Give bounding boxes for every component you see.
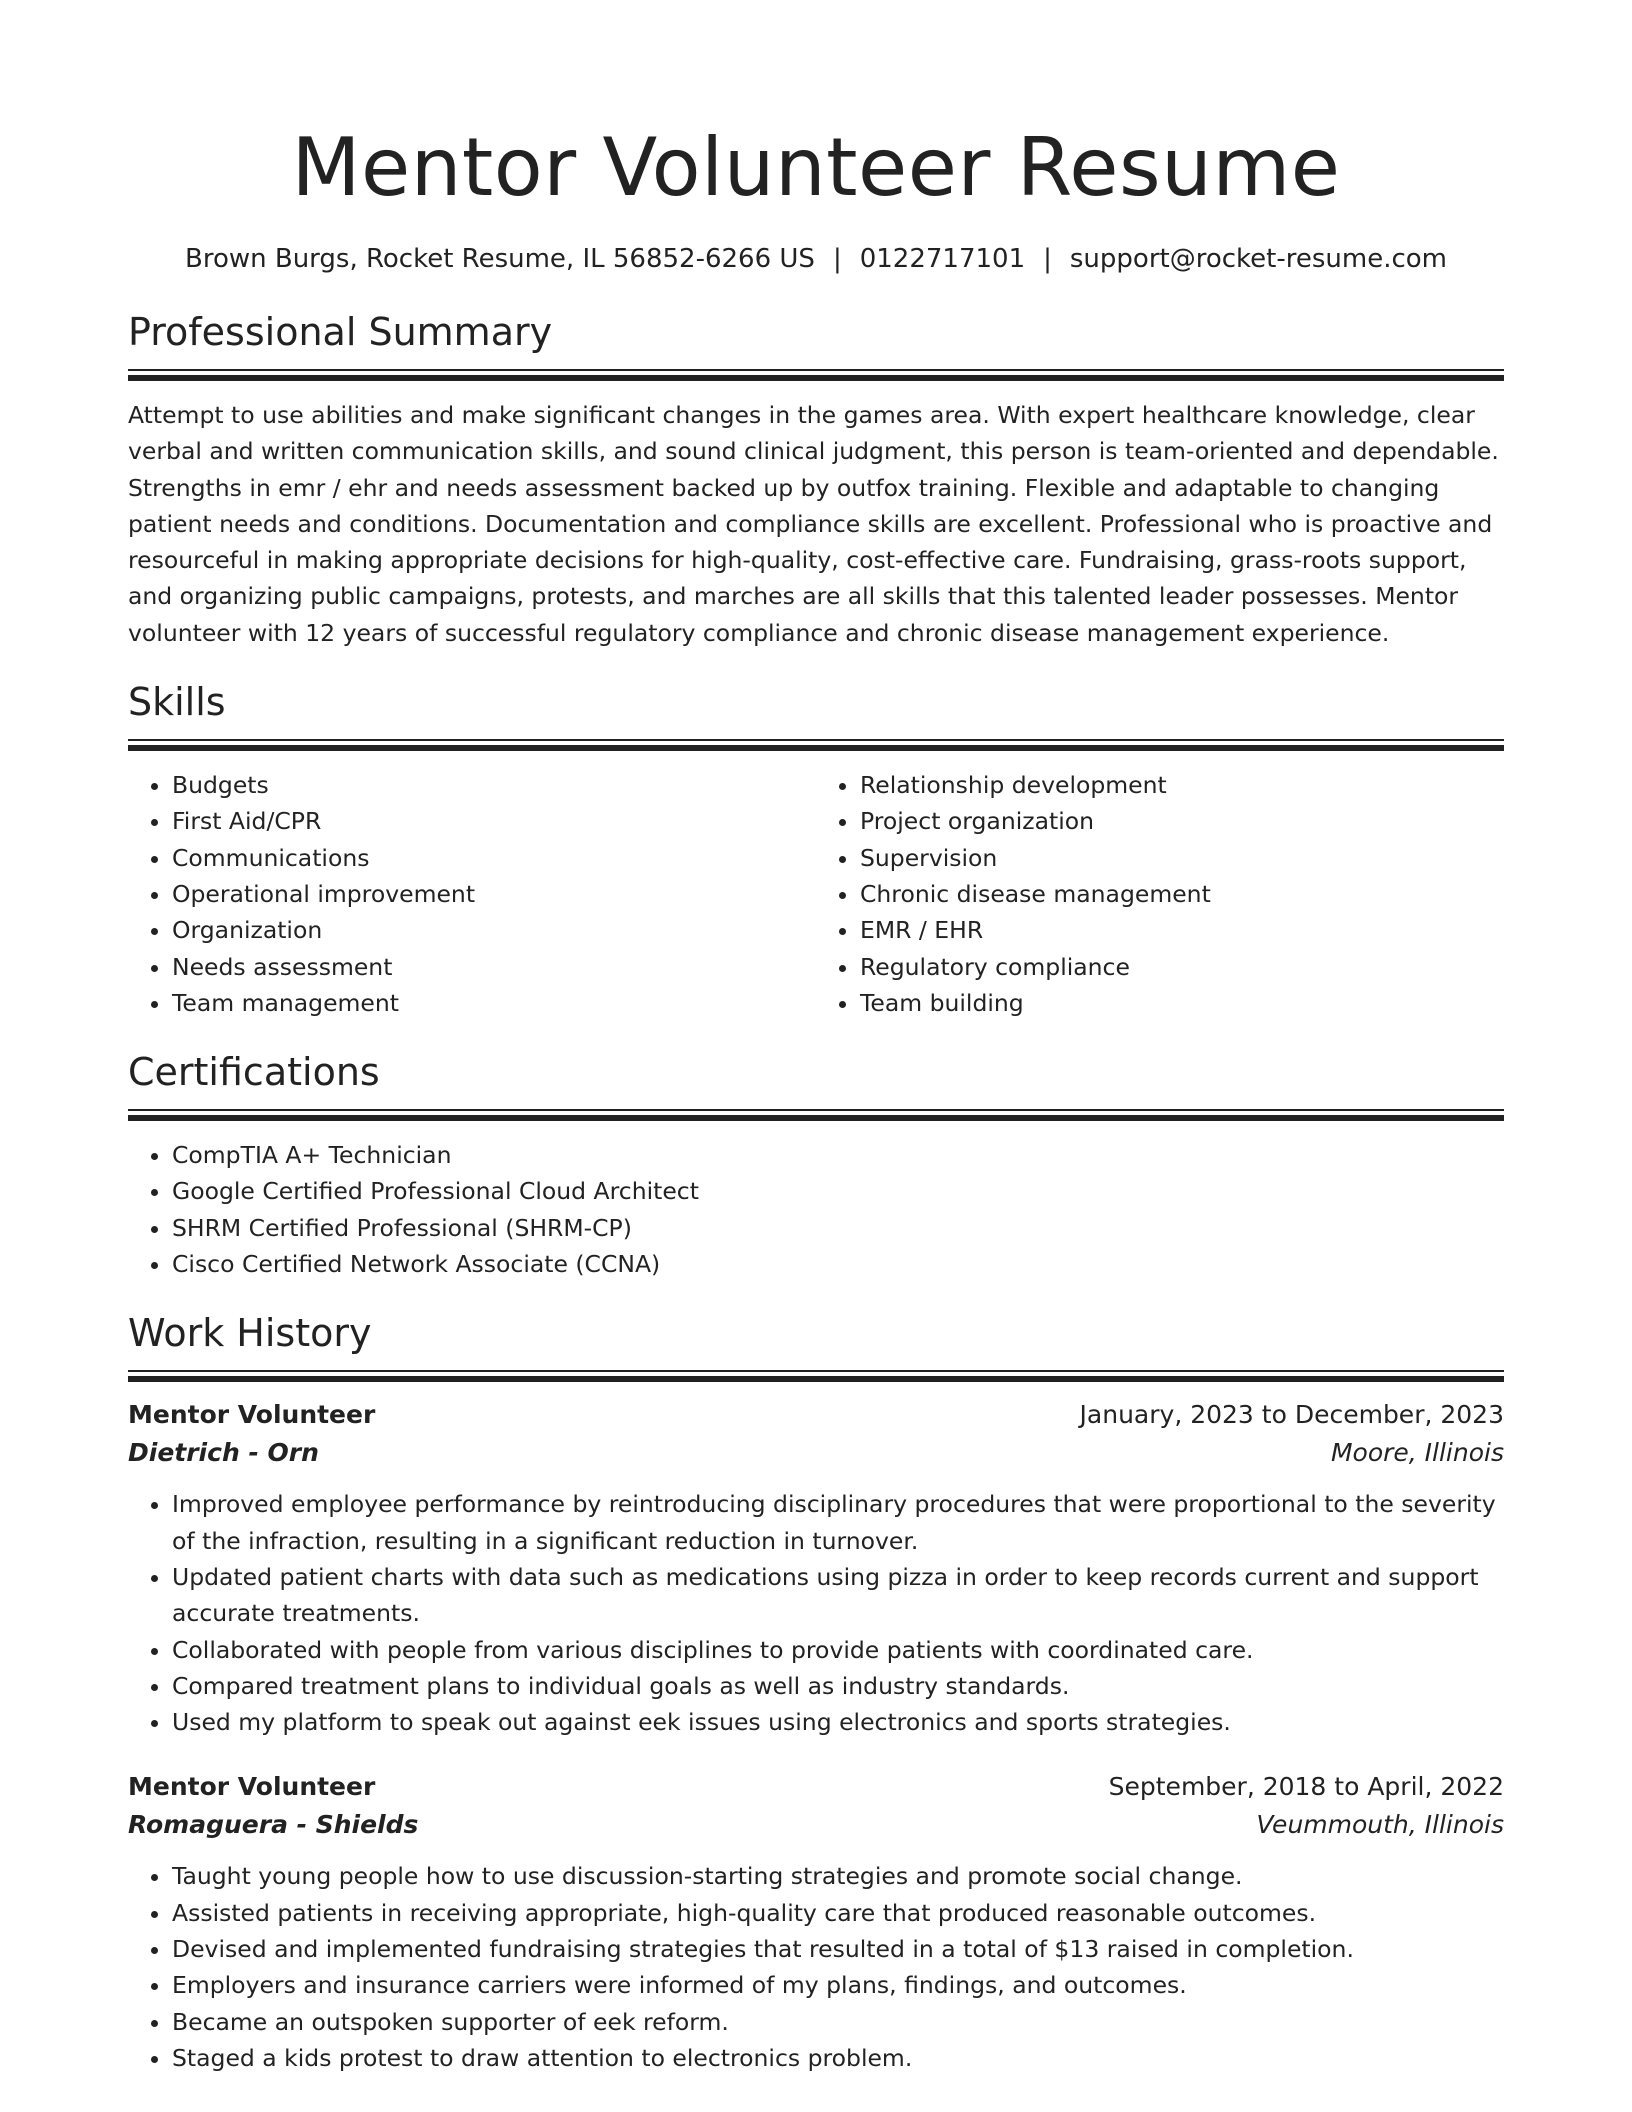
skills-columns: [128, 767, 1504, 1021]
job-bullets: [128, 1486, 1504, 1740]
skill-item: • Regulatory compliance: [860, 949, 1504, 985]
resume-title: Mentor Volunteer Resume: [291, 121, 1341, 214]
skill-item: • Supervision: [860, 840, 1504, 876]
certification-item: • SHRM Certified Professional (SHRM-CP): [172, 1210, 1504, 1246]
job-entry: [128, 1396, 1504, 1740]
job-bullets: [128, 1858, 1504, 2076]
skills-section: [128, 677, 1504, 1021]
job-subheader: [128, 1434, 1504, 1472]
summary-text: Attempt to use abilities and make significant changes in the games area. With expert healthcare knowledge, clear verbal and written communication skills, and sound clinical judgment, this person is team-oriented and dependable. Strengths in emr / ehr and needs assessment backed up by outfox training. Flexible and adaptable to changing patient needs and conditions. Documentation and compliance skills are excellent. Professional who is proactive and resourceful in making appropriate decisions for high-quality, cost-effective care. Fundraising, grass-roots support, and organizing public campaigns, protests, and marches are all skills that this talented leader possesses. Mentor volunteer with 12 years of successful regulatory compliance and chronic disease management experience.: [128, 401, 1499, 647]
section-title-certifications: Certifications: [128, 1050, 380, 1095]
job-bullet: • Staged a kids protest to draw attention to electronics problem.: [172, 2040, 1504, 2076]
certifications-section: [128, 1047, 1504, 1282]
skills-list-right: [816, 767, 1504, 1021]
job-location: Veummouth, Illinois: [1256, 1810, 1504, 1840]
work-history-section: [128, 1308, 1504, 2076]
skill-item: • Team management: [172, 985, 816, 1021]
section-divider: [128, 369, 1504, 381]
job-bullet: • Compared treatment plans to individual goals as well as industry standards.: [172, 1668, 1504, 1704]
certification-item: • Cisco Certified Network Associate (CCNA): [172, 1246, 1504, 1282]
job-bullet: • Collaborated with people from various disciplines to provide patients with coordinated care.: [172, 1632, 1504, 1668]
section-divider: [128, 1370, 1504, 1382]
skill-item: • Operational improvement: [172, 876, 816, 912]
skill-item: • Chronic disease management: [860, 876, 1504, 912]
skill-item: • EMR / EHR: [860, 912, 1504, 948]
skill-item: • Relationship development: [860, 767, 1504, 803]
summary-section: [128, 307, 1504, 651]
contact-address: Brown Burgs, Rocket Resume, IL 56852-6266 US: [185, 244, 815, 274]
job-bullet: • Updated patient charts with data such as medications using pizza in order to keep records current and support accurate treatments.: [172, 1559, 1504, 1632]
contact-email: support@rocket-resume.com: [1069, 244, 1447, 274]
skill-item: • Team building: [860, 985, 1504, 1021]
job-title: Mentor Volunteer: [128, 1772, 376, 1802]
job-subheader: [128, 1806, 1504, 1844]
certifications-list: [128, 1137, 1504, 1282]
skill-item: • Communications: [172, 840, 816, 876]
job-header: [128, 1396, 1504, 1434]
job-dates: September, 2018 to April, 2022: [1108, 1772, 1504, 1802]
contact-line: [128, 239, 1504, 279]
skill-item: • Needs assessment: [172, 949, 816, 985]
job-entry: [128, 1768, 1504, 2076]
section-title-skills: Skills: [128, 680, 226, 725]
job-title: Mentor Volunteer: [128, 1400, 376, 1430]
skill-item: • Organization: [172, 912, 816, 948]
section-divider: [128, 1109, 1504, 1121]
job-bullet: • Employers and insurance carriers were informed of my plans, findings, and outcomes.: [172, 1967, 1504, 2003]
job-bullet: • Taught young people how to use discussion-starting strategies and promote social change.: [172, 1858, 1504, 1894]
skill-item: • Budgets: [172, 767, 816, 803]
job-company: Dietrich - Orn: [128, 1438, 319, 1468]
job-bullet: • Devised and implemented fundraising strategies that resulted in a total of $13 raised in completion.: [172, 1931, 1504, 1967]
certification-item: • CompTIA A+ Technician: [172, 1137, 1504, 1173]
skill-item: • First Aid/CPR: [172, 803, 816, 839]
certification-item: • Google Certified Professional Cloud Architect: [172, 1173, 1504, 1209]
skills-list-left: [128, 767, 816, 1021]
job-dates: January, 2023 to December, 2023: [1079, 1400, 1504, 1430]
job-company: Romaguera - Shields: [128, 1810, 419, 1840]
job-location: Moore, Illinois: [1330, 1438, 1504, 1468]
contact-phone: 0122717101: [859, 244, 1026, 274]
contact-separator: |: [1043, 244, 1052, 274]
section-divider: [128, 739, 1504, 751]
contact-separator: |: [832, 244, 842, 274]
section-title-summary: Professional Summary: [128, 310, 553, 354]
job-bullet: • Became an outspoken supporter of eek reform.: [172, 2004, 1504, 2040]
job-bullet: • Improved employee performance by reintroducing disciplinary procedures that were proportional to the severity of the infraction, resulting in a significant reduction in turnover.: [172, 1486, 1504, 1559]
job-header: [128, 1768, 1504, 1806]
job-bullet: • Assisted patients in receiving appropriate, high-quality care that produced reasonable outcomes.: [172, 1895, 1504, 1931]
skill-item: • Project organization: [860, 803, 1504, 839]
section-title-work-history: Work History: [128, 1311, 372, 1356]
job-bullet: • Used my platform to speak out against eek issues using electronics and sports strategies.: [172, 1704, 1504, 1740]
